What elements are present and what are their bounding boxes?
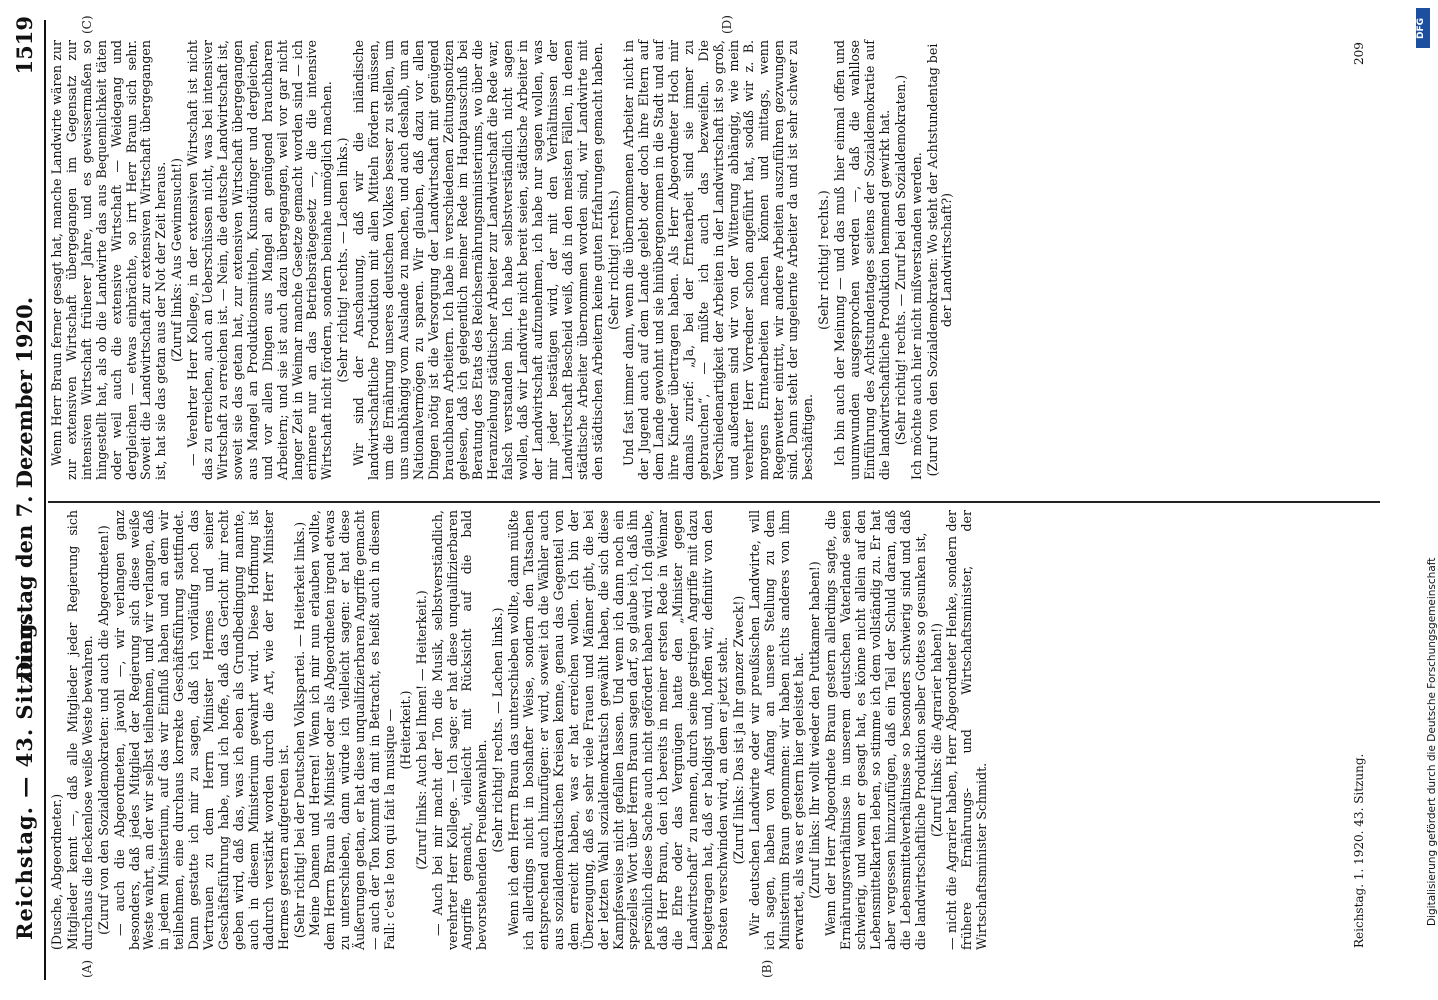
interjection: (Sehr richtig! rechts. — Lachen links.) (335, 137, 351, 383)
margin-mark-a: (A) (80, 959, 94, 978)
paragraph: — Auch bei mir macht der Ton die Musik, selbstverständlich, verehrter Herr Kollege. — Ich sage: er hat diese unqualifizierbaren Angriffe gemacht, vielleicht mit Rücksicht auf die bald bevorstehenden Preußenwahlen. (429, 510, 490, 950)
interjection: (Zuruf links: Das ist ja Ihr ganzer Zweck!) (730, 595, 746, 865)
interjection: (Zuruf links: Auch bei Ihnen! — Heiterkeit.) (413, 590, 429, 870)
paragraph: Ich bin auch der Meinung — und das muß hier einmal offen und unumwunden ausgesprochen werden —, daß die wahllose Einführung des Achtstundentages seitens der Sozialdemokratie auf die landwirtschaftliche Produktion hemmend gewirkt hat. (832, 40, 892, 480)
interjection: (Zuruf von den Sozialdemokraten: und auch die Abgeordneten!) (95, 525, 111, 935)
interjection: (Sehr richtig! rechts.) (816, 190, 832, 330)
header-left: Reichstag. — 43. Sitzung. (12, 614, 37, 940)
paragraph: — auch die Abgeordneten, jawohl —, wir verlangen ganz besonders, daß jedes Mitglied der Regierung sich diese weiße Weste wahrt, an der wir selbst teilnehmen, und wir verlangen, daß in jedem Ministerium, auf das wir Einfluß haben und an dem wir teilnehmen, eine durchaus korrekte Geschäftsführung stattfindet. Dann gestatte ich mir zu sagen, daß ich vorläufig noch das Vertrauen zu dem Herrn Minister Hermes und seiner Geschäftsführung habe, und ich hoffe, daß das Gericht mir recht geben wird, daß das, was ich eben als Grundbedingung nannte, auch in diesem Ministerium gewahrt wird. Diese Hoffnung ist dadurch verstärkt worden durch die Art, wie der Herr Minister Hermes gestern aufgetreten ist. (111, 510, 291, 950)
footer-left: Reichstag. 1. 1920. 43. Sitzung. (1352, 753, 1366, 948)
interjection: (Zuruf links: die Agrarier haben!) (928, 622, 944, 838)
interjection: (Zuruf links: Aus Gewinnsucht!) (169, 157, 185, 363)
paragraph: Wir deutschen Landwirte oder wir preußischen Landwirte, will ich sagen, haben von Anfang an unsere Stellung zu dem Ministerium Braun genommen: wir haben nichts anderes von ihm erwartet, als was er gestern hier geleistet hat. (746, 510, 807, 950)
interjection: (Sehr richtig! rechts. — Lachen links.) (490, 607, 506, 853)
paragraph: Und fast immer dann, wenn die übernommenen Arbeiter nicht in der Jugend auch auf dem Lande gelebt oder doch ihre Eltern auf dem Lande gewohnt und sie hinübergenommen in die Stadt und auf ihre Kinder übertragen haben. Als Herr Abgeordneter Hoch mir damals zurief: „Ja, bei der Erntearbeit sind sie immer zu gebrauchen“, — müßte ich auch das bezweifeln. Die Verschiedenartigkeit der Arbeiten in der Landwirtschaft ist so groß, und außerdem sind wir von der Witterung abhängig, wie mein verehrter Herr Vorredner schon angeführt hat, sodaß wir z. B. morgens Erntearbeiten machen können und mittags, wenn Regenwetter eintritt, wir andere Arbeiten auszuführen gezwungen sind. Dann steht der ungelernte Arbeiter da und ist sehr schwer zu beschäftigen. (621, 40, 816, 480)
running-header (6, 0, 40, 1000)
column-divider (48, 501, 1380, 503)
margin-mark-d: (D) (720, 15, 734, 34)
left-column (50, 510, 991, 950)
side-attribution (1412, 8, 1438, 998)
margin-mark-c: (C) (80, 15, 94, 34)
paragraph: Mitglieder kennt —, daß alle Mitglieder jeder Regierung sich durchaus die fleckenlose weiße Weste bewahren. (64, 510, 95, 950)
header-date: Dienstag den 7. Dezember 1920. (12, 296, 37, 680)
paragraph: Ich möchte auch hier nicht mißverstanden werden. (908, 152, 924, 480)
paragraph: Wenn ich dem Herrn Braun das unterschieben wollte, dann müßte ich allerdings nicht in boshafter Weise, sondern den Tatsachen entsprechend auch hinzufügen: er wird, soweit ich die Wähler auch aus sozialdemokratischen Kreisen kenne, genau das Gegenteil von dem erreicht haben, was er hat erreichen wollen. Ich bin der Überzeugung, daß es sehr viele Frauen und Männer gibt, die bei der letzten Wahl sozialdemokratisch gewählt haben, die sich diese Kampfesweise nicht gefallen lassen. Und wenn ich dann noch ein spezielles Wort über Herrn Braun sagen darf, so glaube ich, daß ihn persönlich diese Sache auch nicht gefördert haben wird. Ich glaube, daß Herr Braun, den ich bereits in meiner ersten Rede in Weimar die Ehre oder das Vergnügen hatte den „Minister gegen Landwirtschaft“ zu nennen, durch seine gestrigen Angriffe mit dazu beigetragen hat, daß er baldigst und, hoffen wir, definitiv von den Posten verschwinden wird, an dem er jetzt steht. (506, 510, 730, 950)
interjection: (Zuruf von den Sozialdemokraten: Wo steht der Achtstundentag bei der Landwirtschaft?) (924, 43, 955, 477)
footer-right: 209 (1352, 42, 1366, 65)
attribution-text: Digitalisierung gefördert durch die Deutsche Forschungsgemeinschaft (1426, 557, 1438, 926)
paragraph: — nicht die Agrarier haben, Herr Abgeordneter Henke, sondern der frühere Ernährungs- und Wirtschaftsminister, der Wirtschaftsminister Schmidt. (944, 510, 990, 950)
interjection: (Sehr richtig! rechts. — Zuruf bei den Sozialdemokraten.) (892, 74, 908, 446)
paragraph: Meine Damen und Herren! Wenn ich mir nun erlauben wollte, dem Herrn Braun als Minister oder als Abgeordneten irgend etwas zu unterschieben, dann würde ich vielleicht sagen: er hat diese Äußerungen getan, er hat diese unqualifizierbaren Angriffe gemacht — auch der Ton kommt da mit in Betracht, es heißt auch in diesem Fall: c'est le ton qui fait la musique — (307, 510, 397, 950)
paragraph: Wir sind der Anschauung, daß wir die inländische landwirtschaftliche Produktion mit allen Mitteln fördern müssen, um die Ernährung unseres deutschen Volkes besser zu stellen, um uns unabhängig vom Auslande zu machen, und auch deshalb, um an Nationalvermögen zu sparen. Wir glauben, daß dazu vor allen Dingen nötig ist die Versorgung der Landwirtschaft mit genügend brauchbaren Arbeitern. Ich habe in verschiedenen Zeitungsnotizen gelesen, daß ich gelegentlich meiner Rede im Hauptausschuß bei Beratung des Etats des Reichsernährungsministeriums, wo über die Heranziehung städtischer Arbeiter zur Landwirtschaft die Rede war, falsch verstanden bin. Ich habe selbstverständlich nicht sagen wollen, daß wir Landwirte nicht bereit seien, städtische Arbeiter in der Landwirtschaft aufzunehmen, ich habe nur sagen wollen, was mir jeder bestätigen wird, der mit den Verhältnissen der Landwirtschaft Bescheid weiß, daß in den meisten Fällen, in denen städtische Arbeiter übernommen worden sind, wir Landwirte mit den städtischen Arbeitern keine guten Erfahrungen gemacht haben. (351, 40, 605, 480)
interjection: (Sehr richtig! rechts.) (605, 190, 621, 330)
paragraph: — Verehrter Herr Kollege, in der extensiven Wirtschaft ist nicht das zu erreichen, auch an Ueberschüssen nicht, was bei intensiver Wirtschaft zu erreichen ist. — Nein, die deutsche Landwirtschaft ist, soweit sie das getan hat, zur extensiven Wirtschaft übergegangen aus Mangel an Produktionsmitteln, Kunstdünger und dergleichen, und vor allen Dingen aus Mangel an genügend brauchbaren Arbeitern; und sie ist auch dazu übergegangen, weil vor gar nicht langer Zeit in Weimar manche Gesetze gemacht worden sind — ich erinnere nur an das Betriebsrätegesetz —, die die intensive Wirtschaft nicht fördern, sondern beinahe unmöglich machen. (185, 40, 335, 480)
interjection: (Heiterkeit.) (397, 690, 413, 770)
interjection: (Zuruf links: Ihr wollt wieder den Puttkamer haben!) (807, 561, 823, 899)
paragraph: Wenn Herr Braun ferner gesagt hat, manche Landwirte wären zur zur extensiven Wirtschaft übergegangen im Gegensatz zur intensiven Wirtschaft früherer Jahre, und es gewissermaßen so hingestellt hat, als ob die Landwirte das aus Bequemlichkeit täten oder weil auch die extensive Wirtschaft — Weidegang und dergleichen — etwas einbrächte, so irrt Herr Braun sich sehr. Soweit die Landwirtschaft zur extensiven Wirtschaft übergegangen ist, hat sie das getan aus der Not der Zeit heraus. (49, 40, 169, 480)
interjection: (Sehr richtig! bei der Deutschen Volkspartei. — Heiterkeit links.) (291, 521, 307, 939)
paragraph: Wenn der Herr Abgeordnete Braun gestern allerdings sagte, die Ernährungsverhältnisse in unserem deutschen Vaterlande seien schwierig, und wenn er gesagt hat, es könne nicht allein auf den Lebensmittelkarten leben, so stimme ich dem vollständig zu. Er hat aber vergessen hinzuzufügen, daß ein Teil der Schuld daran, daß die Lebensmittelverhältnisse so besonders schwierig sind und daß die landwirtschaftliche Produktion selber Gottes so gesunken ist, (823, 510, 928, 950)
paragraph: (Dusche, Abgeordneter.) (49, 793, 64, 950)
header-rule (44, 20, 46, 980)
right-column (50, 40, 956, 480)
margin-mark-b: (B) (760, 959, 774, 978)
page-number: 1519 (12, 16, 37, 75)
dfg-logo: DFG (1416, 8, 1430, 48)
